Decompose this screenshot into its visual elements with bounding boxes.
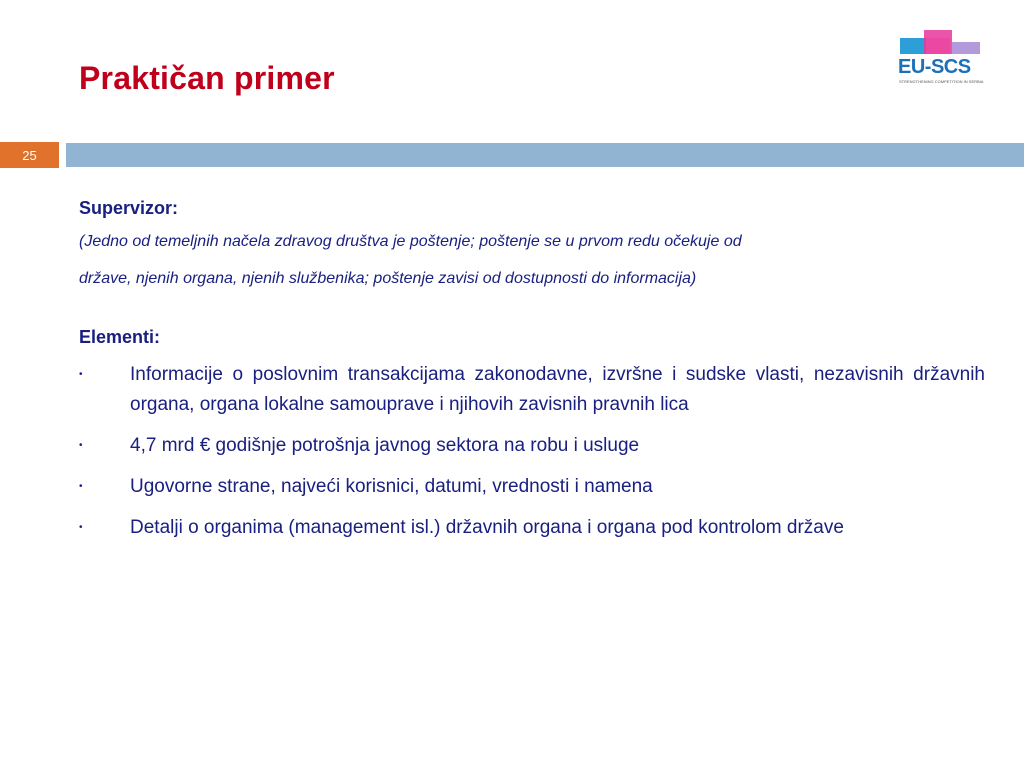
list-item [79, 472, 985, 502]
list-item-text: 4,7 mrd € godišnje potrošnja javnog sektora na robu i usluge [130, 435, 640, 456]
supervisor-note-line2: države, njenih organa, njenih službenika; poštenje zavisi od dostupnosti do informacija) [79, 270, 697, 287]
elements-label: Elementi: [79, 327, 161, 347]
eu-scs-logo [898, 28, 984, 86]
logo-tagline: STRENGTHENING COMPETITION IN SERBIA [899, 79, 984, 84]
supervisor-note-line1: (Jedno od temeljnih načela zdravog društva je poštenje; poštenje se u prvom redu očekuje od [79, 233, 742, 250]
logo-text: EU-SCS [898, 56, 971, 78]
bullet-icon: • [79, 440, 83, 451]
logo-square-magenta [924, 30, 952, 54]
slide-content [79, 198, 985, 554]
logo-square-lavender [952, 42, 980, 54]
list-item-text: Ugovorne strane, najveći korisnici, datumi, vrednosti i namena [130, 476, 653, 497]
slide-title: Praktičan primer [79, 60, 335, 96]
supervisor-label: Supervizor: [79, 198, 179, 218]
list-item [79, 431, 985, 461]
bullet-icon: • [79, 522, 83, 533]
list-item-text: Detalji o organima (management isl.) državnih organa i organa pod kontrolom države [130, 517, 844, 538]
header-bar [66, 143, 1024, 167]
list-item-text: Informacije o poslovnim transakcijama zakonodavne, izvršne i sudske vlasti, nezavisnih državnih organa, organa lokalne samouprave i njihovih zavisnih pravnih lica [130, 364, 985, 415]
list-item [79, 513, 985, 543]
bullet-icon: • [79, 481, 83, 492]
slide-number: 25 [0, 142, 59, 168]
list-item [79, 360, 985, 420]
elements-list [79, 360, 985, 543]
bullet-icon: • [79, 369, 83, 380]
